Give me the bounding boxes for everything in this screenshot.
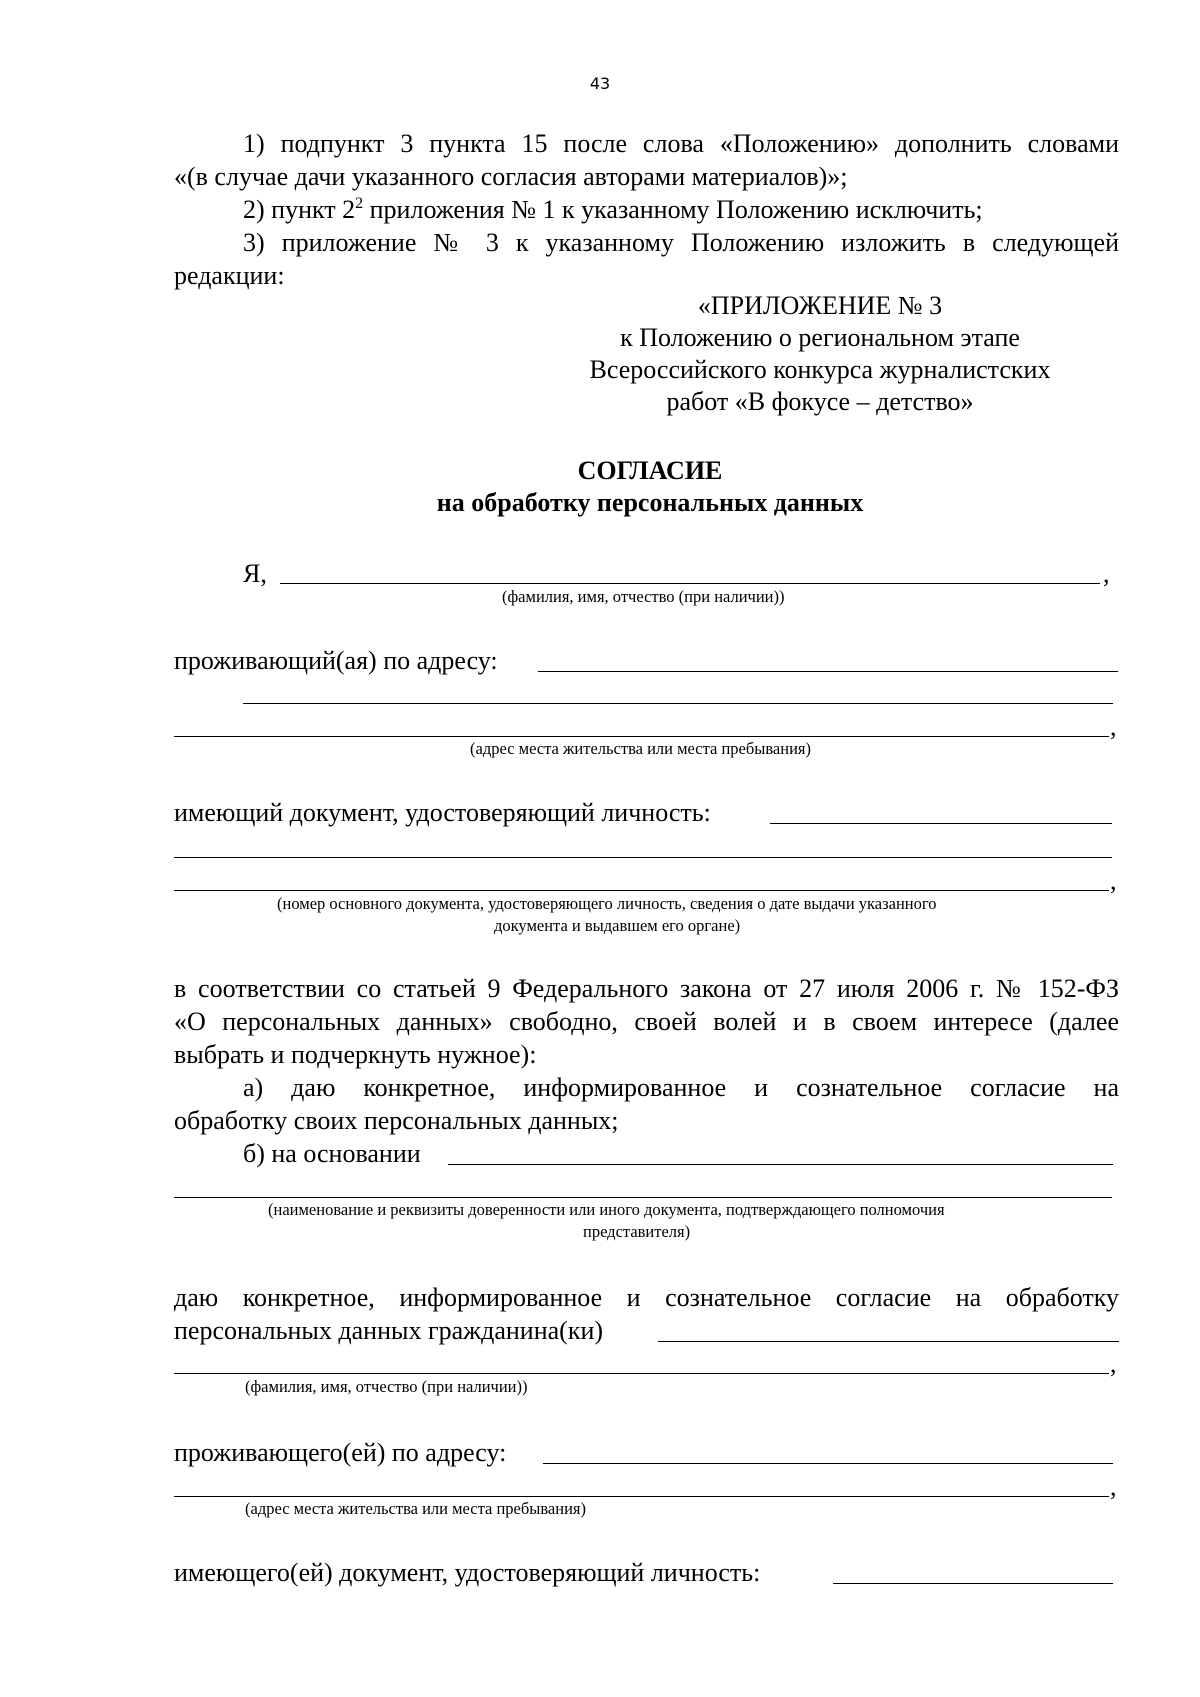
amendment-item-2-start: 2) пункт 2	[243, 195, 356, 224]
consent-title-line-2: на обработку персональных данных	[436, 488, 864, 517]
law-line-1: в соответствии со статьей 9 Федерального закона от 27 июля 2006 г. № 152-ФЗ	[174, 974, 1119, 1003]
page-number: 43	[589, 74, 611, 93]
appendix-header	[560, 290, 1080, 418]
amendment-item-2-end: приложения № 1 к указанному Положению исключить;	[363, 195, 983, 224]
option-a-line-1: а) даю конкретное, информированное и сознательное согласие на	[243, 1073, 1119, 1102]
appendix-ref-line-2: Всероссийского конкурса журналистских	[589, 355, 1051, 384]
law-line-3: выбрать и подчеркнуть нужное):	[174, 1040, 537, 1069]
citizen-document-label: имеющего(ей) документ, удостоверяющий личность:	[174, 1558, 761, 1587]
citizen-address-input-line-1[interactable]	[543, 1463, 1113, 1464]
citizen-data-label: персональных данных гражданина(ки)	[174, 1316, 604, 1345]
fio-caption: (фамилия, имя, отчество (при наличии))	[502, 587, 785, 606]
fio-input-line[interactable]	[280, 583, 1100, 584]
document-input-line-2[interactable]	[174, 857, 1112, 858]
amendment-item-3-line-1: 3) приложение № 3 к указанному Положению изложить в следующей	[243, 228, 1119, 257]
citizen-address-input-line-2[interactable]	[174, 1496, 1109, 1497]
ya-label: Я,	[243, 559, 267, 588]
address-comma: ,	[1110, 712, 1117, 741]
address-input-line-3[interactable]	[174, 736, 1109, 737]
address-input-line-1[interactable]	[538, 671, 1118, 672]
document-label: имеющий документ, удостоверяющий личность:	[174, 798, 711, 827]
appendix-ref-line-1: к Положению о региональном этапе	[620, 323, 1020, 352]
amendment-item-1-line-1: 1) подпункт 3 пункта 15 после слова «Положению» дополнить словами	[243, 129, 1119, 158]
amendment-item-2-superscript: 2	[355, 195, 364, 212]
citizen-document-input-line[interactable]	[833, 1583, 1113, 1584]
address-caption: (адрес места жительства или места пребывания)	[470, 739, 811, 758]
option-b-label: б) на основании	[243, 1139, 421, 1168]
citizen-fio-caption: (фамилия, имя, отчество (при наличии))	[245, 1377, 528, 1396]
proxy-caption-line-1: (наименование и реквизиты доверенности или иного документа, подтверждающего полномочия	[268, 1200, 945, 1219]
citizen-address-caption: (адрес места жительства или места пребывания)	[245, 1499, 586, 1518]
proxy-input-line-1[interactable]	[448, 1164, 1113, 1165]
consent-title-line-1: СОГЛАСИЕ	[577, 456, 723, 485]
fio-comma: ,	[1103, 559, 1110, 588]
appendix-ref-line-3: работ «В фокусе – детство»	[666, 387, 974, 416]
law-line-2: «О персональных данных» свободно, своей волей и в своем интересе (далее	[174, 1007, 1119, 1036]
citizen-fio-comma: ,	[1110, 1349, 1117, 1378]
proxy-input-line-2[interactable]	[174, 1197, 1112, 1198]
citizen-fio-input-line-2[interactable]	[174, 1373, 1109, 1374]
amendment-item-2	[243, 194, 983, 226]
address-input-line-2[interactable]	[243, 703, 1113, 704]
proxy-caption-line-2: представителя)	[583, 1222, 691, 1241]
consent-line-1: даю конкретное, информированное и сознательное согласие на обработку	[174, 1283, 1119, 1312]
appendix-title: «ПРИЛОЖЕНИЕ № 3	[697, 291, 943, 320]
address-label: проживающий(ая) по адресу:	[174, 646, 498, 675]
document-caption-line-1: (номер основного документа, удостоверяющего личность, сведения о дате выдачи указанного	[277, 894, 937, 913]
citizen-address-comma: ,	[1110, 1472, 1117, 1501]
option-a-line-2: обработку своих персональных данных;	[174, 1106, 619, 1135]
document-input-line-1[interactable]	[770, 823, 1112, 824]
amendment-item-3-line-2: редакции:	[174, 261, 285, 290]
document-input-line-3[interactable]	[174, 890, 1109, 891]
consent-title	[300, 455, 1000, 519]
document-caption-line-2: документа и выдавшем его органе)	[494, 916, 741, 935]
citizen-fio-input-line-1[interactable]	[658, 1341, 1119, 1342]
citizen-address-label: проживающего(ей) по адресу:	[174, 1438, 507, 1467]
amendment-item-1-line-2: «(в случае дачи указанного согласия авторами материалов)»;	[174, 162, 848, 191]
document-comma: ,	[1110, 866, 1117, 895]
